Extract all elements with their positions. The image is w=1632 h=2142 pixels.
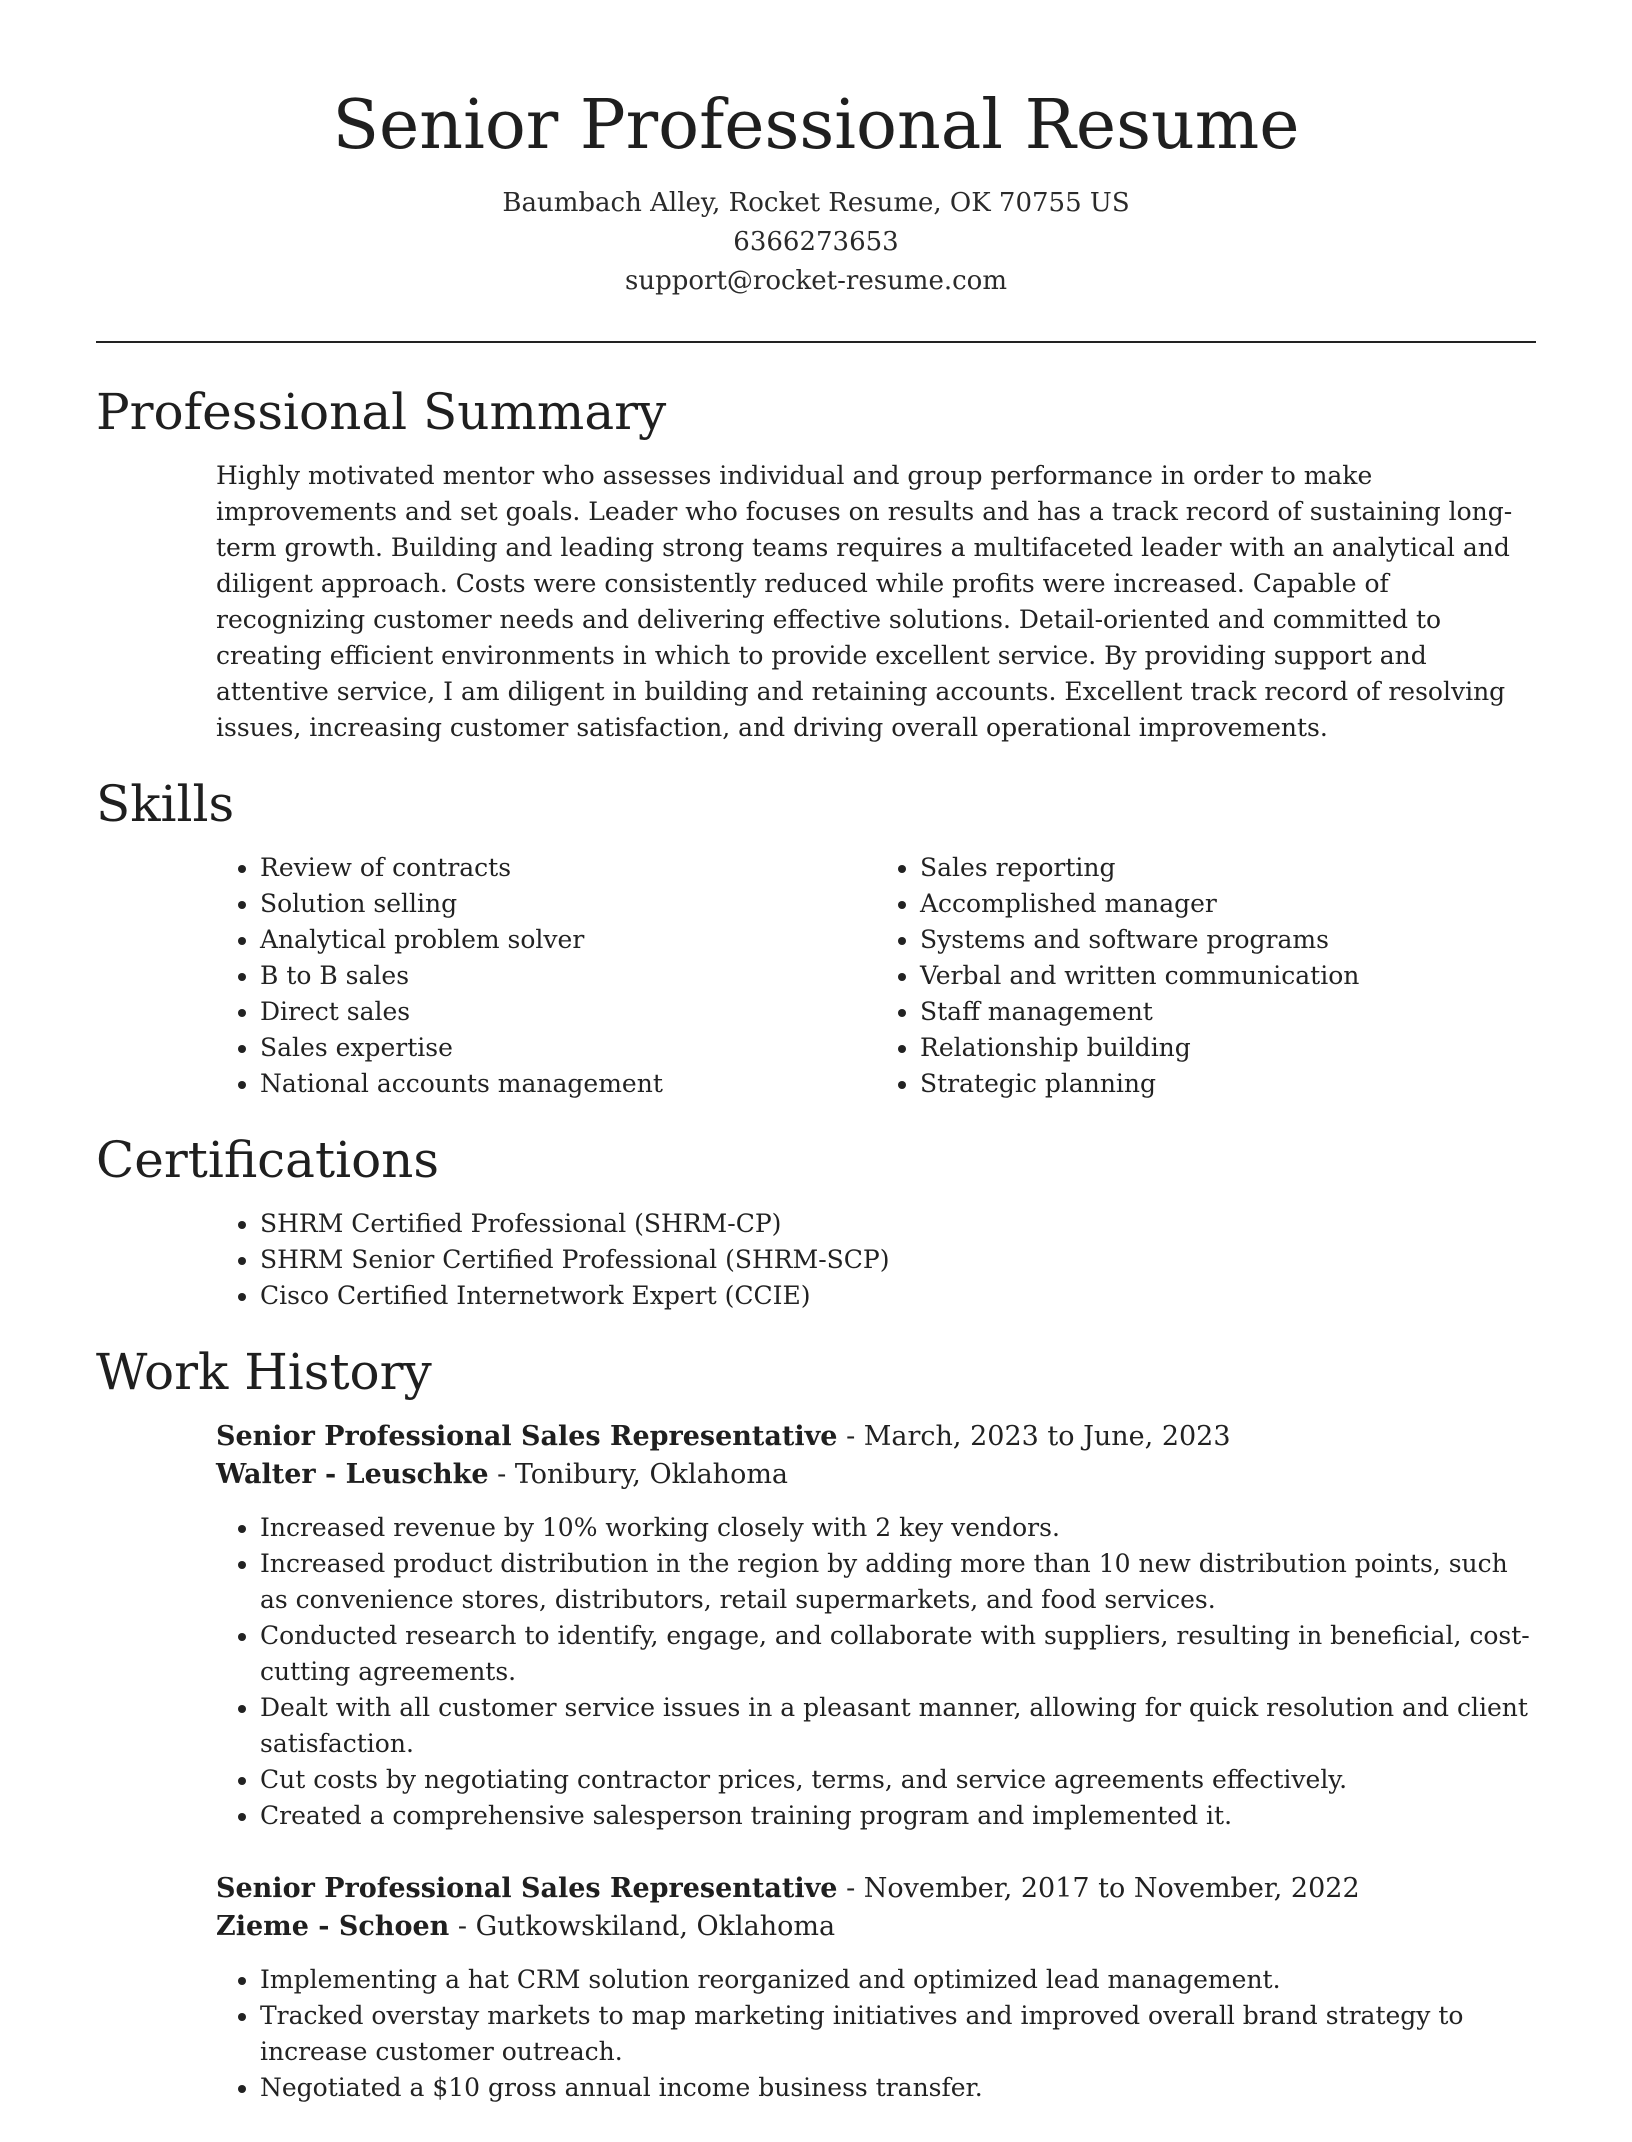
skills-grid	[216, 850, 1536, 1102]
job-bullet-list	[216, 1510, 1536, 1834]
job-entry	[216, 1870, 1536, 2106]
work-history-section	[96, 1340, 1536, 2106]
job-bullet-list	[216, 1962, 1536, 2106]
job-bullet: • Negotiated a $10 gross annual income business transfer.	[260, 2070, 1536, 2106]
contact-phone: 6366273653	[733, 227, 899, 257]
contact-address: Baumbach Alley, Rocket Resume, OK 70755 US	[502, 188, 1130, 218]
job-company-line	[216, 1908, 1536, 1946]
summary-heading: Professional Summary	[96, 383, 667, 441]
job-title-line	[216, 1870, 1536, 1908]
skill-item: • Analytical problem solver	[260, 922, 876, 958]
certification-item: • Cisco Certified Internetwork Expert (CCIE)	[260, 1278, 1536, 1314]
job-title-line	[216, 1418, 1536, 1456]
resume-header	[0, 82, 1632, 301]
job-company: Zieme - Schoen	[216, 1911, 450, 1942]
skill-item: • B to B sales	[260, 958, 876, 994]
summary-section	[96, 380, 1536, 746]
skill-item: • Direct sales	[260, 994, 876, 1030]
job-bullet: • Implementing a hat CRM solution reorganized and optimized lead management.	[260, 1962, 1536, 1998]
certification-item: • SHRM Senior Certified Professional (SHRM-SCP)	[260, 1242, 1536, 1278]
contact-email: support@rocket-resume.com	[624, 266, 1007, 296]
job-bullet: • Increased revenue by 10% working closely with 2 key vendors.	[260, 1510, 1536, 1546]
certifications-list-wrap	[216, 1206, 1536, 1314]
job-entry	[216, 1418, 1536, 1834]
certification-item: • SHRM Certified Professional (SHRM-CP)	[260, 1206, 1536, 1242]
skill-item: • Staff management	[920, 994, 1536, 1030]
skill-item: • Strategic planning	[920, 1066, 1536, 1102]
contact-block	[0, 184, 1632, 301]
summary-text: Highly motivated mentor who assesses individual and group performance in order to make improvements and set goals. Leader who focuses on results and has a track record of sustaining long-term growth. Building and leading strong teams requires a multifaceted leader with an analytical and diligent approach. Costs were consistently reduced while profits were increased. Capable of recognizing customer needs and delivering effective solutions. Detail-oriented and committed to creating efficient environments in which to provide excellent service. By providing support and attentive service, I am diligent in building and retaining accounts. Excellent track record of resolving issues, increasing customer satisfaction, and driving overall operational improvements.	[216, 461, 1513, 742]
skills-section	[96, 772, 1536, 1102]
resume-content	[96, 380, 1536, 2142]
resume-title: Senior Professional Resume	[332, 86, 1300, 165]
job-bullet: • Tracked overstay markets to map marketing initiatives and improved overall brand strategy to increase customer outreach.	[260, 1998, 1536, 2070]
skill-item: • Accomplished manager	[920, 886, 1536, 922]
job-bullet: • Dealt with all customer service issues in a pleasant manner, allowing for quick resolution and client satisfaction.	[260, 1690, 1536, 1762]
skills-heading: Skills	[96, 775, 235, 833]
skills-left-list	[216, 850, 876, 1102]
job-title: Senior Professional Sales Representative	[216, 1873, 838, 1904]
skill-item: • Solution selling	[260, 886, 876, 922]
skill-item: • Sales reporting	[920, 850, 1536, 886]
certifications-section	[96, 1128, 1536, 1314]
skill-item: • Systems and software programs	[920, 922, 1536, 958]
job-bullet: • Conducted research to identify, engage, and collaborate with suppliers, resulting in beneficial, cost-cutting agreements.	[260, 1618, 1536, 1690]
job-company-line	[216, 1456, 1536, 1494]
job-location: - Tonibury, Oklahoma	[488, 1459, 789, 1490]
work-history-heading: Work History	[96, 1343, 432, 1401]
job-dates: - November, 2017 to November, 2022	[837, 1873, 1360, 1904]
job-bullet: • Created a comprehensive salesperson training program and implemented it.	[260, 1798, 1536, 1834]
skill-item: • National accounts management	[260, 1066, 876, 1102]
skill-item: • Review of contracts	[260, 850, 876, 886]
skill-item: • Relationship building	[920, 1030, 1536, 1066]
certifications-heading: Certifications	[96, 1131, 440, 1189]
job-title: Senior Professional Sales Representative	[216, 1421, 838, 1452]
skill-item: • Verbal and written communication	[920, 958, 1536, 994]
job-bullet: • Increased product distribution in the region by adding more than 10 new distribution points, such as convenience stores, distributors, retail supermarkets, and food services.	[260, 1546, 1536, 1618]
skills-right-list	[876, 850, 1536, 1102]
skill-item: • Sales expertise	[260, 1030, 876, 1066]
job-location: - Gutkowskiland, Oklahoma	[449, 1911, 836, 1942]
certifications-list	[216, 1206, 1536, 1314]
job-bullet: • Cut costs by negotiating contractor prices, terms, and service agreements effectively.	[260, 1762, 1536, 1798]
job-company: Walter - Leuschke	[216, 1459, 489, 1490]
job-dates: - March, 2023 to June, 2023	[837, 1421, 1231, 1452]
header-divider	[96, 341, 1536, 343]
